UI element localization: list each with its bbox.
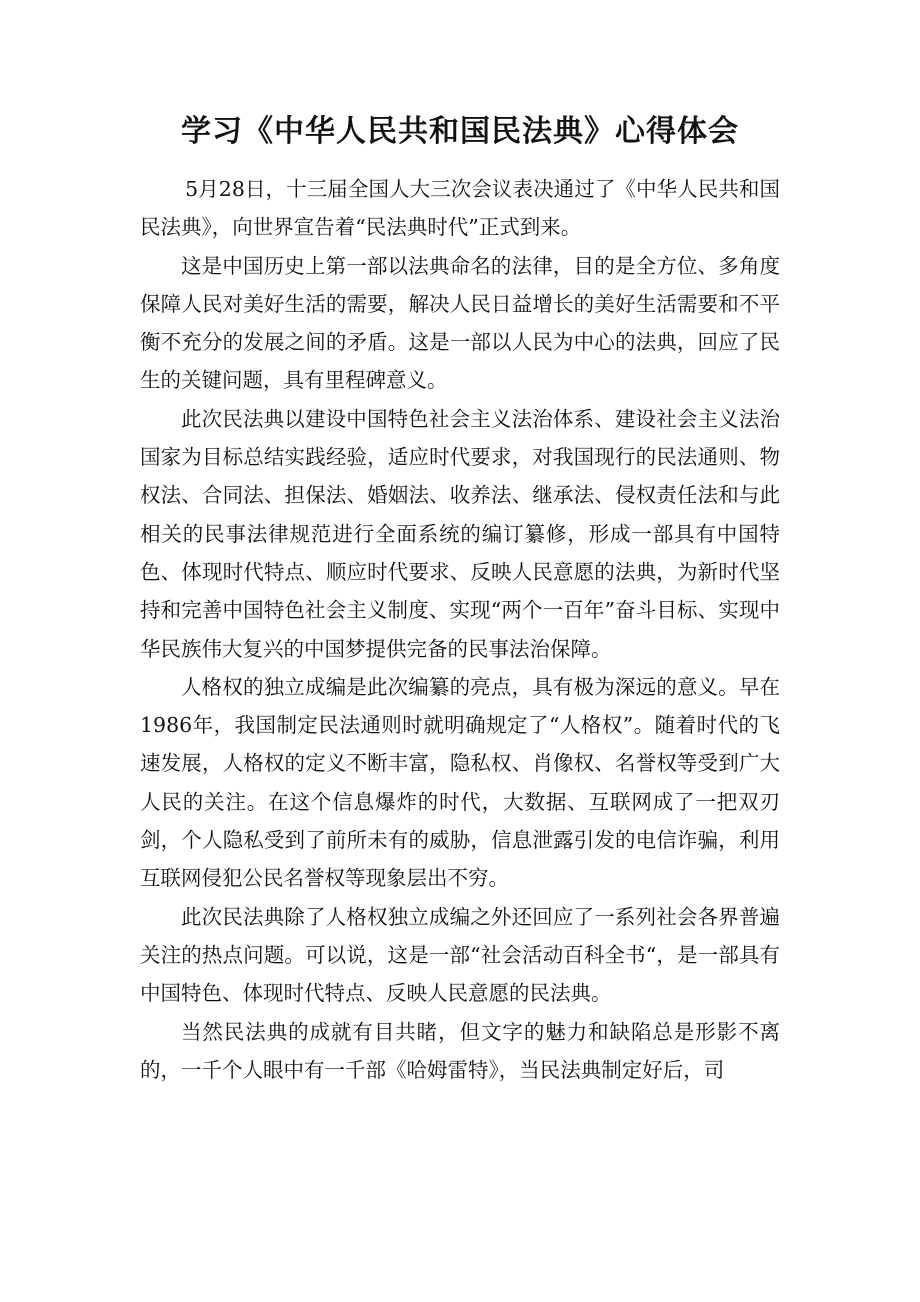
document-body — [140, 170, 780, 1089]
paragraph-5: 此次民法典除了人格权独立成编之外还回应了一系列社会各界普遍关注的热点问题。可以说，这是一部“社会活动百科全书“，是一部具有中国特色、体现时代特点、反映人民意愿的民法典。 — [140, 904, 780, 1006]
document-title: 学习《中华人民共和国民法典》心得体会 — [181, 114, 739, 149]
paragraph-4: 人格权的独立成编是此次编纂的亮点，具有极为深远的意义。早在1986年，我国制定民法通则时就明确规定了“人格权”。随着时代的飞速发展，人格权的定义不断丰富，隐私权、肖像权、名誉权等受到广大人民的关注。在这个信息爆炸的时代，大数据、互联网成了一把双刃剑，个人隐私受到了前所未有的威胁，信息泄露引发的电信诈骗，利用互联网侵犯公民名誉权等现象层出不穷。 — [140, 674, 780, 891]
paragraph-1: 5月28日，十三届全国人大三次会议表决通过了《中华人民共和国民法典》，向世界宣告着“民法典时代”正式到来。 — [140, 177, 780, 240]
paragraph-6: 当然民法典的成就有目共睹，但文字的魅力和缺陷总是形影不离的，一千个人眼中有一千部《哈姆雷特》，当民法典制定好后，司 — [140, 1019, 780, 1082]
paragraph-3: 此次民法典以建设中国特色社会主义法治体系、建设社会主义法治国家为目标总结实践经验，适应时代要求，对我国现行的民法通则、物权法、合同法、担保法、婚姻法、收养法、继承法、侵权责任法和与此相关的民事法律规范进行全面系统的编订纂修，形成一部具有中国特色、体现时代特点、顺应时代要求、反映人民意愿的法典，为新时代坚持和完善中国特色社会主义制度、实现“两个一百年”奋斗目标、实现中华民族伟大复兴的中国梦提供完备的民事法治保障。 — [140, 406, 780, 661]
paragraph-2: 这是中国历史上第一部以法典命名的法律，目的是全方位、多角度保障人民对美好生活的需要，解决人民日益增长的美好生活需要和不平衡不充分的发展之间的矛盾。这是一部以人民为中心的法典，回应了民生的关键问题，具有里程碑意义。 — [140, 253, 780, 393]
